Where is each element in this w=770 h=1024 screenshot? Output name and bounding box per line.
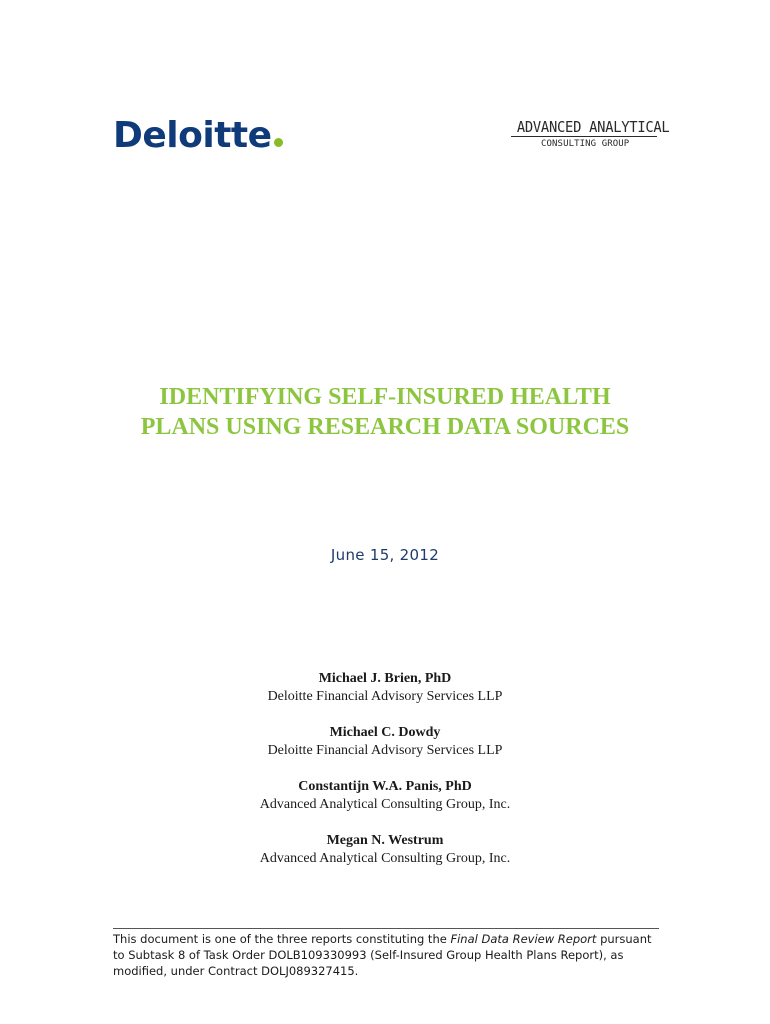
footnote-divider [113,928,659,929]
author-entry [0,670,770,706]
aacg-logo-line2: CONSULTING GROUP [541,139,630,149]
advanced-analytical-logo [511,118,670,149]
author-entry [0,724,770,760]
author-affiliation: Deloitte Financial Advisory Services LLP [267,743,503,758]
author-affiliation: Advanced Analytical Consulting Group, Inc. [259,797,511,812]
deloitte-logo-dot [274,138,283,147]
deloitte-logo [113,115,283,156]
author-name: Michael J. Brien, PhD [318,671,452,686]
title-line-2: PLANS USING RESEARCH DATA SOURCES [140,414,630,440]
document-title [90,382,680,442]
footnote-report-title: Final Data Review Report [450,932,597,946]
deloitte-logo-text: Deloitte [113,115,272,156]
author-name: Megan N. Westrum [326,833,444,848]
author-affiliation: Advanced Analytical Consulting Group, Inc. [259,851,511,866]
aacg-logo-rule [511,136,657,137]
author-affiliation: Deloitte Financial Advisory Services LLP [267,689,503,704]
footnote [113,931,661,979]
author-name: Constantijn W.A. Panis, PhD [298,779,472,794]
footnote-text-before: This document is one of the three reports constituting the [113,932,451,946]
author-entry [0,778,770,814]
author-entry [0,832,770,868]
footnote-text-after: pursuant to Subtask 8 of Task Order DOLB109330993 (Self-Insured Group Health Plans Report), as modified, under Contract DOLJ089327415. [113,932,652,978]
aacg-logo-line1: ADVANCED ANALYTICAL [516,118,670,136]
author-list [0,670,770,886]
author-name: Michael C. Dowdy [329,725,441,740]
title-line-1: IDENTIFYING SELF-INSURED HEALTH [159,384,611,410]
publication-date: June 15, 2012 [330,546,440,564]
